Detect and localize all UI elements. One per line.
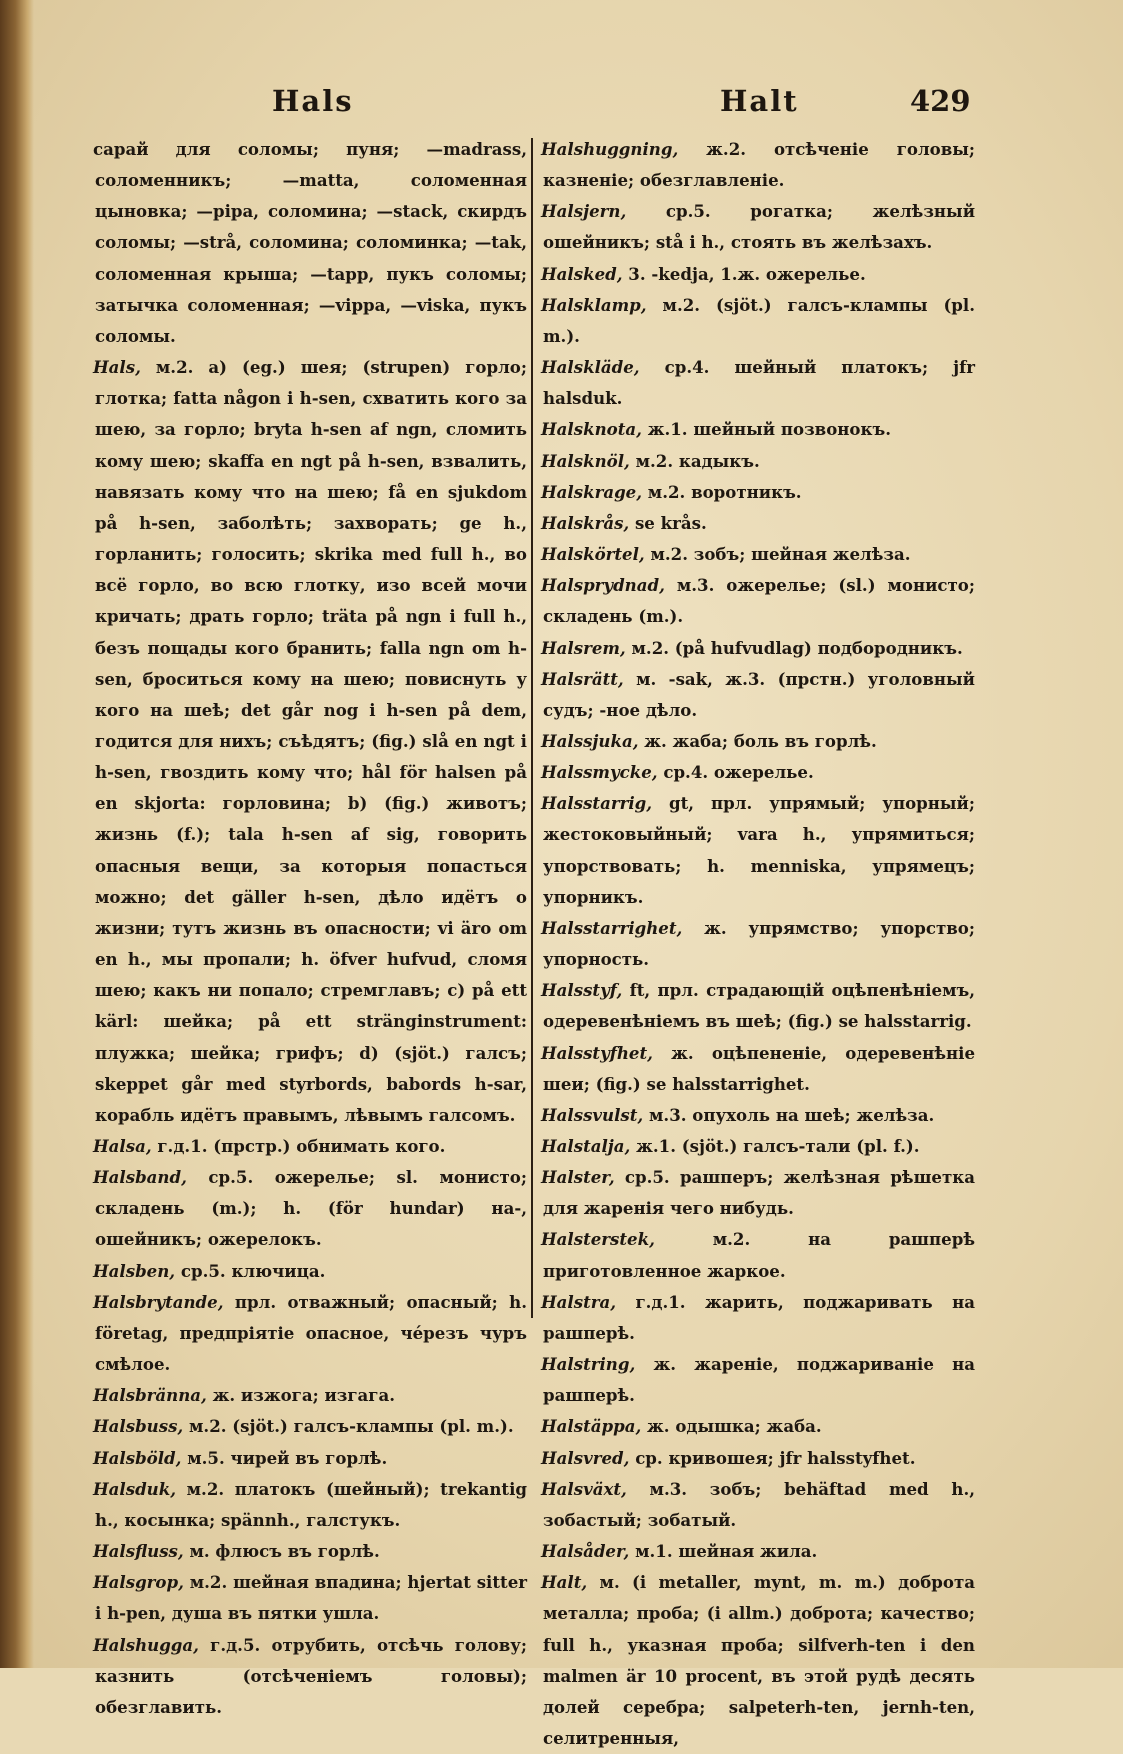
headword: Halsvred, bbox=[541, 1447, 630, 1468]
entry-definition: г.д.1. (прстр.) обнимать кого. bbox=[157, 1136, 446, 1156]
dictionary-entry bbox=[543, 539, 975, 570]
dictionary-entry bbox=[95, 134, 527, 352]
headword: Halsväxt, bbox=[541, 1478, 627, 1499]
dictionary-entry bbox=[543, 570, 975, 632]
entry-definition: м.2. воротникъ. bbox=[647, 481, 802, 502]
headword: Halster, bbox=[541, 1167, 615, 1188]
headword: Halsstarrighet, bbox=[541, 917, 683, 938]
headword: Halssmycke, bbox=[541, 762, 658, 783]
dictionary-entry bbox=[543, 446, 975, 477]
headword: Halsked, bbox=[541, 263, 623, 284]
headword: Halsa, bbox=[93, 1136, 152, 1156]
dictionary-entry bbox=[543, 1131, 975, 1162]
headword: Halsduk, bbox=[93, 1478, 177, 1499]
entry-definition: м.2. зобъ; шейная желѣза. bbox=[650, 544, 911, 565]
headword: Halsstyfhet, bbox=[541, 1042, 653, 1063]
dictionary-entry bbox=[543, 1567, 975, 1754]
headword: Halstring, bbox=[541, 1354, 636, 1375]
headword: Halsterstek, bbox=[541, 1229, 655, 1250]
headword: Halsknota, bbox=[541, 419, 642, 440]
page-number: 429 bbox=[910, 84, 971, 118]
dictionary-entry bbox=[543, 1287, 975, 1349]
dictionary-entry bbox=[95, 1474, 527, 1536]
dictionary-entry bbox=[543, 757, 975, 788]
headword: Halsbuss, bbox=[93, 1416, 184, 1437]
dictionary-entry bbox=[95, 1131, 527, 1162]
entry-definition: ж. изжога; изгага. bbox=[212, 1385, 395, 1406]
headword: Halssvulst, bbox=[541, 1104, 644, 1125]
dictionary-entry bbox=[543, 1162, 975, 1224]
entry-definition: прл. отважный; опасный; h. företag, предпріятіе опасное, чéрезъ чуръ смѣлое. bbox=[95, 1291, 527, 1375]
headword: Halssjuka, bbox=[541, 730, 639, 751]
dictionary-entry bbox=[543, 1443, 975, 1474]
dictionary-entry bbox=[95, 1162, 527, 1255]
entry-definition: м.2. (sjöt.) галсъ-клампы (pl. m.). bbox=[543, 294, 975, 346]
headword: Halskrage, bbox=[541, 481, 643, 502]
entry-definition: м.2. (på hufvudlag) подбородникъ. bbox=[631, 637, 963, 658]
headword: Halsprydnad, bbox=[541, 575, 665, 596]
entry-definition: ср.5. ожерелье; sl. монисто; складень (m.); h. (för hundar) на-, ошейникъ; ожерелокъ. bbox=[95, 1167, 527, 1250]
headword: Halshugga, bbox=[93, 1634, 199, 1655]
entry-definition: м. (i metaller, mynt, m. m.) доброта металла; проба; (i allm.) доброта; качество; full h., указная проба; silfverh-ten i den malmen är 10 procent, въ этой рудѣ десять долей серебра; salpeterh-ten, jernh-ten, селитренныя, bbox=[543, 1572, 975, 1748]
dictionary-entry bbox=[543, 290, 975, 352]
dictionary-entry bbox=[543, 1224, 975, 1286]
entry-definition: gt, прл. упрямый; упорный; жестоковыйный; vara h., упрямиться; упорствовать; h. menniska, упрямецъ; упорникъ. bbox=[543, 793, 975, 907]
entry-definition: м.1. шейная жила. bbox=[635, 1541, 818, 1562]
dictionary-entry bbox=[95, 1380, 527, 1411]
entry-definition: se krås. bbox=[634, 512, 707, 533]
dictionary-entry bbox=[543, 477, 975, 508]
entry-definition: м.3. опухоль на шеѣ; желѣза. bbox=[649, 1104, 935, 1125]
headword: Halsrem, bbox=[541, 637, 626, 658]
right-column bbox=[541, 134, 976, 1748]
entry-definition: ср.4. шейный платокъ; jfr halsduk. bbox=[543, 357, 976, 409]
dictionary-entry bbox=[95, 1256, 527, 1287]
entry-definition: м.5. чирей въ горлѣ. bbox=[187, 1447, 388, 1468]
headword: Halsstyf, bbox=[541, 980, 623, 1001]
entry-definition: м.2. платокъ (шейный); trekantig h., косынка; spännh., галстукъ. bbox=[95, 1478, 528, 1530]
entry-definition: м.2. (sjöt.) галсъ-клампы (pl. m.). bbox=[189, 1416, 514, 1437]
entry-definition: м.2. на рашперѣ приготовленное жаркое. bbox=[543, 1229, 975, 1281]
column-divider bbox=[531, 138, 533, 1318]
entry-definition: ж. оцѣпененіе, одеревенѣніе шеи; (fig.) se halsstarrighet. bbox=[543, 1042, 975, 1094]
dictionary-entry bbox=[543, 1411, 975, 1442]
entry-definition: м.2. шейная впадина; hjertat sitter i h-pen, душа въ пятки ушла. bbox=[95, 1572, 527, 1624]
headword: Halsbrytande, bbox=[93, 1291, 224, 1312]
entry-definition: ж. одышка; жаба. bbox=[647, 1416, 822, 1437]
headword: Halsknöl, bbox=[541, 450, 630, 471]
entry-definition: м.3. ожерелье; (sl.) монисто; складень (m.). bbox=[543, 575, 976, 627]
dictionary-entry bbox=[543, 1536, 975, 1567]
headword: Halsåder, bbox=[541, 1541, 630, 1562]
headword: Halshuggning, bbox=[541, 139, 679, 159]
entry-definition: ж.1. шейный позвонокъ. bbox=[647, 419, 891, 440]
running-head-left: Hals bbox=[272, 84, 354, 118]
dictionary-entry bbox=[543, 1100, 975, 1131]
dictionary-entry bbox=[543, 726, 975, 757]
entry-definition: г.д.1. жарить, поджаривать на рашперѣ. bbox=[543, 1291, 976, 1343]
dictionary-entry bbox=[95, 1567, 527, 1629]
entry-definition: ср.5. ключица. bbox=[180, 1260, 326, 1281]
headword: Halskörtel, bbox=[541, 544, 645, 565]
headword: Halsjern, bbox=[541, 201, 627, 222]
entry-definition: ср.5. рашперъ; желѣзная рѣшетка для жаренія чего нибудь. bbox=[543, 1167, 975, 1219]
headword: Hals, bbox=[93, 357, 141, 378]
entry-definition: ср.4. ожерелье. bbox=[663, 762, 814, 783]
entry-definition: ж. жареніе, поджариваніе на рашперѣ. bbox=[543, 1354, 975, 1406]
dictionary-entry bbox=[543, 414, 975, 445]
entry-definition: ср. кривошея; jfr halsstyfhet. bbox=[635, 1447, 916, 1468]
dictionary-entry bbox=[543, 1349, 975, 1411]
dictionary-entry bbox=[543, 664, 975, 726]
dictionary-entry bbox=[543, 134, 975, 196]
headword: Halskrås, bbox=[541, 512, 630, 533]
headword: Halstalja, bbox=[541, 1136, 631, 1156]
entry-definition: м. -sak, ж.3. (прстн.) уголовный судъ; -ное дѣло. bbox=[543, 668, 975, 720]
entry-definition: ft, прл. страдающій оцѣпенѣніемъ, одеревенѣніемъ въ шеѣ; (fig.) se halsstarrig. bbox=[543, 980, 975, 1032]
running-head-right: Halt bbox=[720, 84, 799, 118]
headword: Halsböld, bbox=[93, 1447, 182, 1468]
entry-definition: г.д.5. отрубить, отсѣчь голову; казнить (отсѣченіемъ головы); обезглавить. bbox=[95, 1634, 527, 1717]
entry-definition: ж. жаба; боль въ горлѣ. bbox=[644, 730, 877, 751]
entry-definition: м.3. зобъ; behäftad med h., зобастый; зобатый. bbox=[543, 1478, 975, 1530]
dictionary-entry bbox=[95, 1536, 527, 1567]
dictionary-entry bbox=[543, 788, 975, 913]
dictionary-entry bbox=[95, 1443, 527, 1474]
entry-definition: ср.5. рогатка; желѣзный ошейникъ; stå i h., стоять въ желѣзахъ. bbox=[543, 201, 975, 253]
entry-definition: м. флюсъ въ горлѣ. bbox=[189, 1541, 380, 1562]
dictionary-entry bbox=[95, 352, 527, 1131]
dictionary-entry bbox=[543, 913, 975, 975]
left-column bbox=[93, 134, 528, 1717]
dictionary-entry bbox=[95, 1411, 527, 1442]
headword: Halsfluss, bbox=[93, 1541, 184, 1562]
headword: Halsstarrig, bbox=[541, 793, 653, 814]
headword: Halstra, bbox=[541, 1291, 617, 1312]
entry-definition: ж.2. отсѣченіе головы; казненіе; обезглавленіе. bbox=[543, 139, 975, 191]
dictionary-entry bbox=[95, 1287, 527, 1380]
dictionary-entry bbox=[543, 508, 975, 539]
headword: Halsrätt, bbox=[541, 668, 624, 689]
headword: Halsbränna, bbox=[93, 1385, 207, 1406]
entry-definition: 3. -kedja, 1.ж. ожерелье. bbox=[628, 263, 866, 284]
book-spine-shadow bbox=[0, 0, 34, 1668]
entry-definition: м.2. а) (eg.) шея; (strupen) горло; глотка; fatta någon i h-sen, схватить кого за шею, за горло; bryta h-sen af ngn, сломить кому шею; skaffa en ngt på h-sen, взвалить, навязать кому что на шею; få en sjukdom på h-sen, заболѣть; захворать; ge h., горланить; голосить; skrika med full h., во всё горло, во всю глотку, изо всей мочи кричать; драть горло; träta på ngn i full h., безъ пощады кого бранить; falla ngn om h-sen, броситься кому на шею; повиснуть у кого на шеѣ; det går nog i h-sen på dem, годится для нихъ; съѣдятъ; (fig.) slå en ngt i h-sen, гвоздить кому что; hål för halsen på en skjorta: горловина; b) (fig.) животъ; жизнь (f.); tala h-sen af sig, говорить опасныя вещи, за которыя попастьcя можно; det gäller h-sen, дѣло идётъ о жизни; тутъ жизнь въ опасности; vi äro om en h., мы пропали; h. öfver hufvud, сломя шею; какъ ни попало; стремглавъ; с) på ett kärl: шейка; på ett stränginstrument: плужка; шейка; грифъ; d) (sjöt.) галсъ; skeppet går med styrbords, babords h-sar, корабль идётъ правымъ, лѣвымъ галсомъ. bbox=[95, 357, 527, 1125]
dictionary-entry bbox=[95, 1630, 527, 1723]
headword: Halt, bbox=[541, 1572, 588, 1593]
entry-definition: сарай для соломы; пуня; —madrass, соломенникъ; —matta, соломенная цыновка; —pipa, соломина; —stack, скирдъ соломы; —strå, соломина; соломинка; —tak, соломенная крыша; —tapp, пукъ соломы; затычка соломенная; —vippa, —viska, пукъ соломы. bbox=[93, 139, 527, 346]
headword: Halsben, bbox=[93, 1260, 176, 1281]
dictionary-entry bbox=[543, 1038, 975, 1100]
dictionary-entry bbox=[543, 352, 975, 414]
dictionary-entry bbox=[543, 259, 975, 290]
dictionary-entry bbox=[543, 633, 975, 664]
entry-definition: ж.1. (sjöt.) галсъ-тали (pl. f.). bbox=[636, 1136, 920, 1156]
dictionary-entry bbox=[543, 1474, 975, 1536]
headword: Halstäppa, bbox=[541, 1416, 642, 1437]
dictionary-entry bbox=[543, 975, 975, 1037]
headword: Halsband, bbox=[93, 1167, 187, 1188]
entry-definition: м.2. кадыкъ. bbox=[635, 450, 760, 471]
dictionary-entry bbox=[543, 196, 975, 258]
headword: Halsgrop, bbox=[93, 1572, 184, 1593]
headword: Halskläde, bbox=[541, 357, 640, 378]
headword: Halsklamp, bbox=[541, 294, 647, 315]
entry-definition: ж. упрямство; упорство; упорность. bbox=[543, 917, 975, 970]
